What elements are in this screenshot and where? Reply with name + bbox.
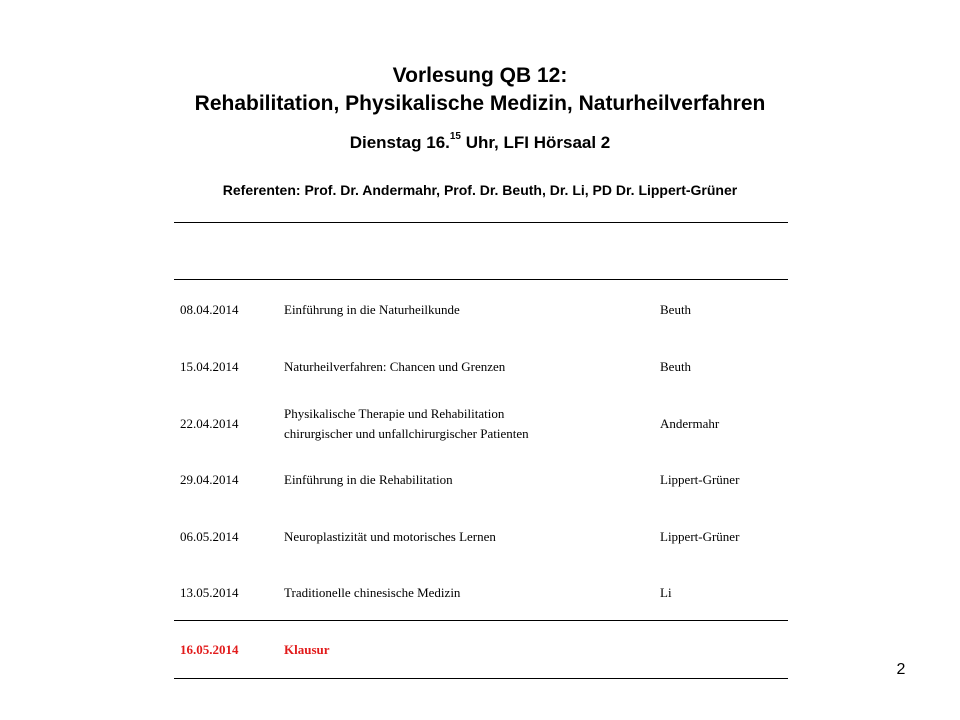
row-date: 08.04.2014	[180, 302, 239, 317]
row-speaker: Beuth	[660, 302, 692, 317]
time-suffix: Uhr, LFI Hörsaal 2	[461, 133, 611, 152]
row-topic: Neuroplastizität und motorisches Lernen	[284, 529, 496, 544]
row-topic-line2: chirurgischer und unfallchirurgischer Patienten	[284, 426, 529, 441]
row-topic-line1: Physikalische Therapie und Rehabilitation	[284, 406, 505, 421]
row-date: 15.04.2014	[180, 359, 239, 374]
time-prefix: Dienstag 16.	[349, 133, 450, 152]
row-topic: Klausur	[284, 642, 330, 657]
table-divider-header	[174, 279, 788, 280]
lecture-time-location	[0, 131, 960, 155]
table-row	[174, 517, 788, 557]
row-speaker: Lippert-Grüner	[660, 529, 740, 544]
table-row	[174, 290, 788, 330]
row-topic: Traditionelle chinesische Medizin	[284, 585, 461, 600]
row-date: 13.05.2014	[180, 585, 239, 600]
table-divider-exam	[174, 620, 788, 621]
table-divider-top	[174, 222, 788, 223]
row-speaker: Andermahr	[660, 416, 720, 431]
slide-title: Vorlesung QB 12:	[392, 64, 568, 87]
row-topic: Einführung in die Naturheilkunde	[284, 302, 460, 317]
row-speaker: Li	[660, 585, 672, 600]
row-speaker: Beuth	[660, 359, 692, 374]
time-superscript: 15	[449, 131, 461, 143]
row-topic: Einführung in die Rehabilitation	[284, 472, 453, 487]
table-row	[174, 404, 788, 444]
slide-subtitle-course: Rehabilitation, Physikalische Medizin, Naturheilverfahren	[194, 92, 766, 115]
row-date: 16.05.2014	[180, 642, 239, 657]
row-date: 29.04.2014	[180, 472, 239, 487]
speakers-line: Referenten: Prof. Dr. Andermahr, Prof. Dr. Beuth, Dr. Li, PD Dr. Lippert-Grüner	[222, 182, 738, 198]
table-divider-bottom	[174, 678, 788, 679]
row-topic-multiline	[284, 404, 654, 444]
table-row	[174, 460, 788, 500]
row-date: 06.05.2014	[180, 529, 239, 544]
table-row	[174, 573, 788, 613]
table-row	[174, 347, 788, 387]
row-speaker: Lippert-Grüner	[660, 472, 740, 487]
row-topic: Naturheilverfahren: Chancen und Grenzen	[284, 359, 506, 374]
page-number: 2	[896, 661, 906, 678]
row-speaker	[660, 630, 788, 670]
row-date: 22.04.2014	[180, 416, 239, 431]
table-row-exam	[174, 630, 788, 670]
